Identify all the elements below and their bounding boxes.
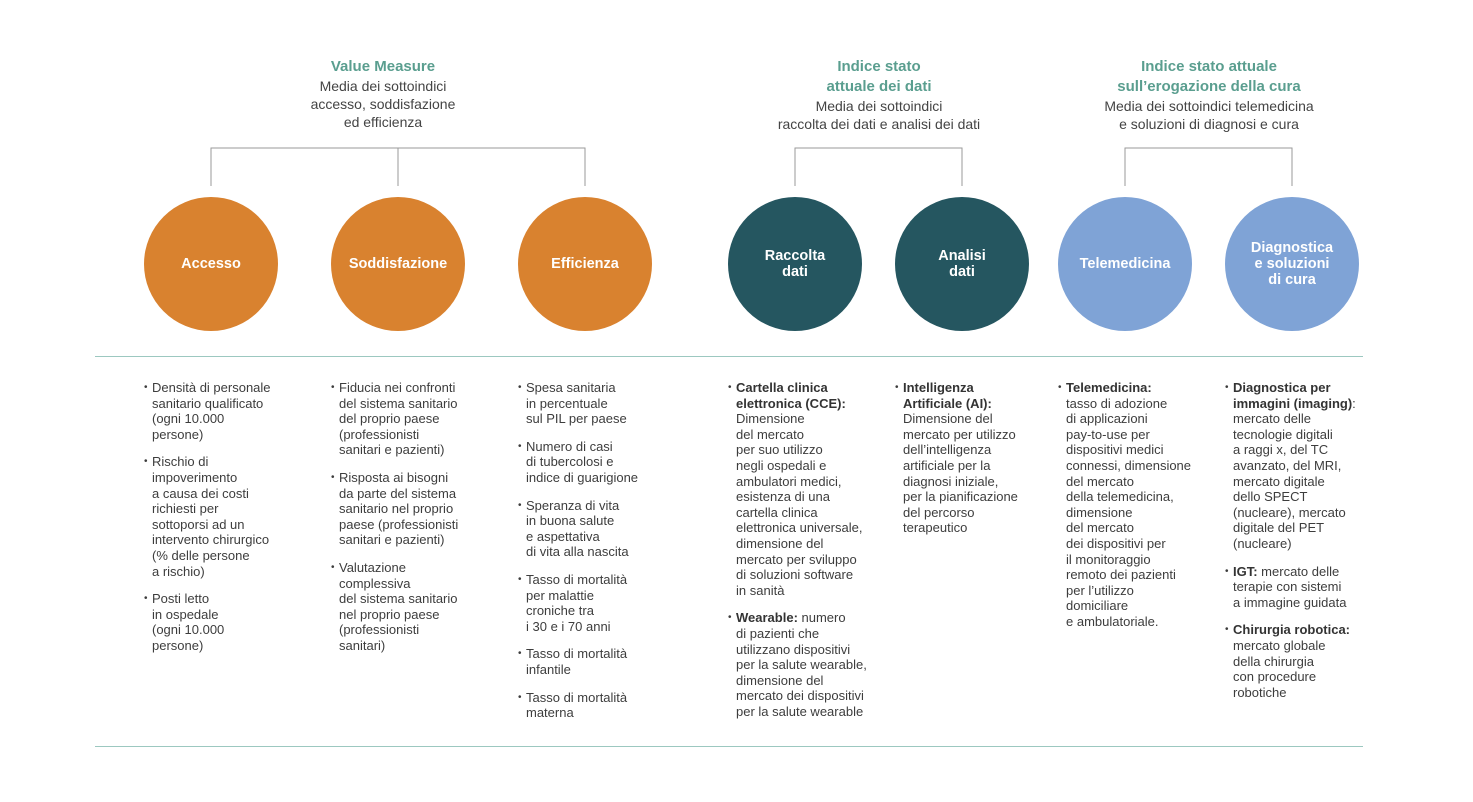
list-item [518, 439, 678, 486]
column-analisi-dati [895, 380, 1055, 548]
list-item [1225, 622, 1375, 700]
list-item [895, 380, 1055, 536]
list-item [728, 610, 893, 719]
item-text: tasso di adozione di applicazioni pay-to-use per dispositivi medici connessi, dimensione del mercato della telemedicina, dimensione del mercato dei dispositivi per il monitoraggio remoto dei pazienti per l’utilizzo domiciliare e ambulatoriale. [1066, 395, 1192, 629]
group-subtitle: Media dei sottoindici accesso, soddisfazione ed efficienza [310, 78, 456, 130]
list-item [518, 690, 678, 721]
circle-label: Diagnostica e soluzioni di cura [1250, 240, 1334, 288]
column-raccolta-dati [728, 380, 893, 731]
item-lead: IGT: [1233, 563, 1258, 579]
item-lead: Wearable: [736, 610, 798, 626]
list-item [331, 380, 491, 458]
item-text: Tasso di mortalità per malattie croniche tra i 30 e i 70 anni [526, 571, 628, 634]
item-lead: Chirurgia robotica: [1233, 622, 1351, 638]
circle-label: Analisi dati [938, 248, 986, 280]
circle-telemedicina [1058, 197, 1192, 331]
list-item [518, 572, 678, 634]
circle-label: Telemedicina [1079, 256, 1171, 272]
group-header-value-measure [283, 57, 483, 131]
list-item [518, 498, 678, 560]
item-lead: Cartella clinica elettronica (CCE): [736, 380, 846, 411]
circle-soddisfazione [331, 197, 465, 331]
item-text: Tasso di mortalità materna [526, 689, 628, 721]
list-item [331, 470, 491, 548]
item-text: Valutazione complessiva del sistema sanitario nel proprio paese (professionisti sanitari) [339, 559, 458, 653]
item-text: Speranza di vita in buona salute e aspettativa di vita alla nascita [526, 497, 629, 560]
bracket-care-index [1125, 148, 1292, 186]
column-diagnostica [1225, 380, 1375, 712]
item-text: Spesa sanitaria in percentuale sul PIL per paese [526, 380, 627, 427]
item-text: mercato delle terapie con sistemi a immagine guidata [1233, 563, 1347, 610]
group-title: Indice stato attuale dei dati [826, 58, 932, 95]
group-title: Indice stato attuale sull’erogazione della cura [1117, 58, 1301, 95]
group-header-data-index [749, 57, 1009, 133]
group-header-care-index [1069, 57, 1349, 133]
group-subtitle: Media dei sottoindici telemedicina e soluzioni di diagnosi e cura [1104, 98, 1314, 132]
divider-top [95, 356, 1363, 357]
item-text: Densità di personale sanitario qualificato (ogni 10.000 persone) [152, 380, 271, 442]
list-item [728, 380, 893, 598]
item-text: Rischio di impoverimento a causa dei costi richiesti per sottoporsi ad un intervento chirurgico (% delle persone a rischio) [152, 454, 270, 579]
item-text: Fiducia nei confronti del sistema sanitario del proprio paese (professionisti sanitari e pazienti) [339, 380, 458, 458]
column-accesso [144, 380, 304, 666]
item-text: Dimensione del mercato per utilizzo dell’intelligenza artificiale per la diagnosi iniziale, per la pianificazione del percorso terapeutico [903, 411, 1018, 536]
column-soddisfazione [331, 380, 491, 666]
group-subtitle: Media dei sottoindici raccolta dei dati e analisi dei dati [777, 98, 981, 132]
item-text: numero di pazienti che utilizzano dispositivi per la salute wearable, dimensione del mercato dei dispositivi per la salute wearable [736, 610, 867, 719]
circle-raccolta-dati [728, 197, 862, 331]
circle-analisi-dati [895, 197, 1029, 331]
column-telemedicina [1058, 380, 1218, 642]
item-text: Tasso di mortalità infantile [526, 646, 628, 677]
circle-accesso [144, 197, 278, 331]
list-item [1225, 380, 1375, 552]
bracket-data-index [795, 148, 962, 186]
item-text: Risposta ai bisogni da parte del sistema sanitario nel proprio paese (professionisti sanitari e pazienti) [339, 469, 459, 548]
group-title: Value Measure [330, 58, 436, 75]
list-item [144, 591, 304, 653]
list-item [518, 380, 678, 427]
list-item [144, 454, 304, 579]
list-item [1225, 564, 1375, 611]
circle-label: Efficienza [551, 256, 619, 272]
divider-bottom [95, 746, 1363, 747]
item-lead: Diagnostica per immagini (imaging) [1233, 380, 1353, 411]
bracket-value-measure [211, 148, 585, 186]
circle-label: Accesso [181, 256, 241, 272]
item-text: : mercato delle tecnologie digitali a raggi x, del TC avanzato, del MRI, mercato digitale dello SPECT (nucleare), mercato digitale del PET (nucleare) [1233, 395, 1356, 551]
list-item [144, 380, 304, 442]
item-text: Dimensione del mercato per suo utilizzo negli ospedali e ambulatori medici, esistenza di una cartella clinica elettronica universale, dimensione del mercato per sviluppo di soluzioni software in sanità [736, 411, 863, 598]
circle-diagnostica [1225, 197, 1359, 331]
circle-label: Raccolta dati [764, 248, 826, 280]
circle-efficienza [518, 197, 652, 331]
column-efficienza [518, 380, 678, 733]
item-lead: Telemedicina: [1066, 380, 1152, 395]
list-item [518, 646, 678, 677]
item-text: Numero di casi di tubercolosi e indice di guarigione [526, 438, 639, 485]
item-lead: Intelligenza Artificiale (AI): [903, 380, 992, 411]
list-item [331, 560, 491, 654]
list-item [1058, 380, 1218, 630]
item-text: Posti letto in ospedale (ogni 10.000 persone) [152, 591, 225, 653]
circle-label: Soddisfazione [348, 256, 448, 272]
item-text: mercato globale della chirurgia con procedure robotiche [1233, 637, 1326, 700]
